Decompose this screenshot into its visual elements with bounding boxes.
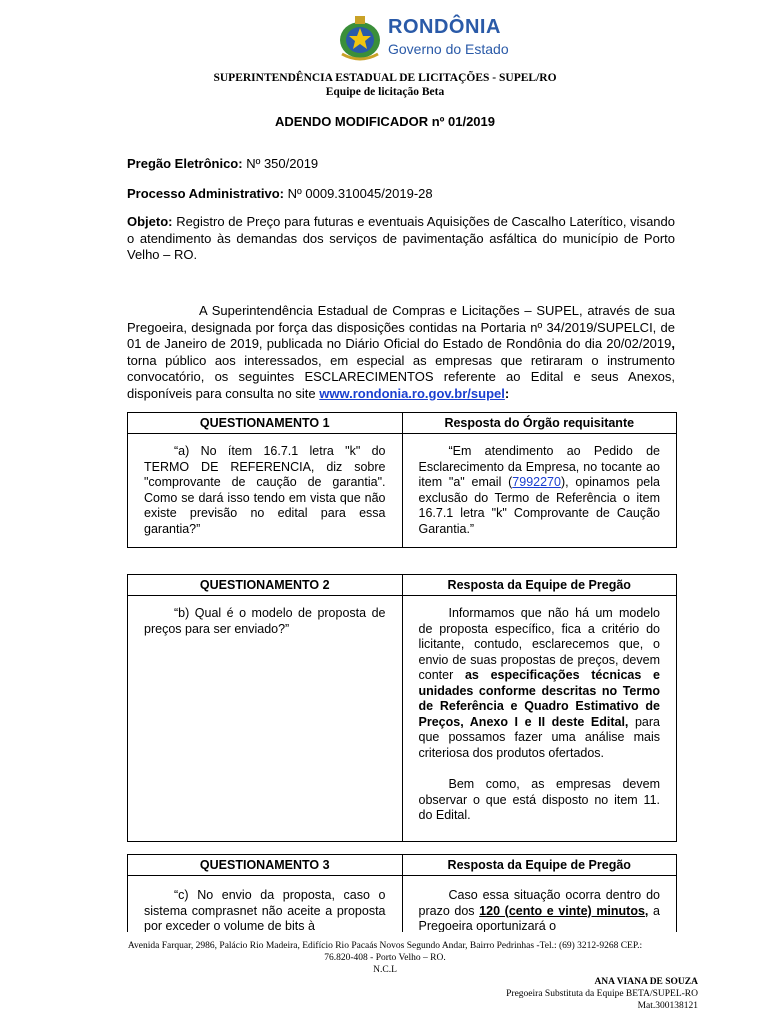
- intro-end: :: [504, 385, 510, 401]
- pregao-label: Pregão Eletrônico:: [127, 156, 243, 171]
- q1-header-answer: Resposta do Órgão requisitante: [444, 416, 635, 430]
- q3-answer-underlined: 120 (cento e vinte) minutos,: [479, 903, 649, 918]
- footer-cep: 76.820-408 - Porto Velho – RO.: [324, 953, 446, 963]
- q2-answer-cell: [403, 596, 677, 842]
- q3-answer-text: [419, 888, 661, 932]
- intro-paragraph: [127, 303, 675, 402]
- q1-question-cell: [128, 434, 403, 548]
- q2-answer-bold: as especificações técnicas e unidades conforme descritas no Termo de Referência e Quadro Estimativo de Preços, Anexo I e II deste Edital,: [418, 668, 660, 729]
- supel-site-link[interactable]: www.rondonia.ro.gov.br/supel: [319, 385, 505, 401]
- q3-question-text: “c) No envio da proposta, caso o sistema comprasnet não aceite a proposta por exceder o volume de bits à: [144, 888, 386, 932]
- intro-comma: ,: [671, 336, 675, 351]
- q2-answer-p2: Bem como, as empresas devem observar o que está disposto no item 11. do Edital.: [418, 777, 660, 822]
- intro-text-2: torna público aos interessados, em especial as empresas que retiraram o instrumento convocatório, os seguintes ESCLARECIMENTOS referente ao Edital e seus Anexos, disponíveis para consulta no site: [127, 352, 675, 401]
- signature-mat: Mat.300138121: [637, 1001, 698, 1011]
- state-logo: [336, 14, 536, 62]
- processo-label: Processo Administrativo:: [127, 186, 285, 201]
- question-table-1-body: [128, 434, 676, 548]
- q1-answer-text: [419, 444, 661, 537]
- processo-value: Nº 0009.310045/2019-28: [284, 186, 433, 201]
- q3-answer-part-a: Caso essa situação ocorra dentro do prazo dos: [418, 888, 660, 918]
- coat-of-arms-icon: [336, 14, 384, 62]
- footer-ncl: N.C.L: [373, 965, 397, 975]
- q1-answer-part-a: “Em atendimento ao Pedido de Esclarecimento da Empresa, no tocante ao item "a" email (: [418, 444, 660, 489]
- signature-role: Pregoeira Substituta da Equipe BETA/SUPEL-RO: [506, 989, 698, 999]
- objeto-paragraph: [127, 214, 675, 264]
- q2-answer-part-a: Informamos que não há um modelo de proposta específico, fica a critério do licitante, contudo, esclarecemos que, o envio de suas propostas de preços, devem conter: [418, 606, 660, 682]
- q1-answer-part-b: ), opinamos pela exclusão do Termo de Referência o item 16.7.1 letra "k" Comprovante de Caução Garantia.”: [418, 475, 660, 536]
- intro-text: A Superintendência Estadual de Compras e Licitações – SUPEL, através de sua Pregoeira, designada por força das disposições contidas na Portaria nº 34/2019/SUPELCI, de 01 de Janeiro de 2019, publicada no Diário Oficial do Estado de Rondônia do dia 20/02/2019: [127, 303, 675, 351]
- question-table-2-header: [128, 575, 676, 596]
- objeto-value: Registro de Preço para futuras e eventuais Aquisições de Cascalho Laterítico, visando o atendimento às demandas dos serviços de pavimentação asfáltica do município de Porto Velho – RO.: [127, 214, 675, 262]
- question-table-3: [127, 854, 677, 932]
- processo-line: [127, 186, 675, 201]
- question-table-2-body: [128, 596, 676, 842]
- logo-subtitle: Governo do Estado: [388, 41, 509, 57]
- q2-header-question: QUESTIONAMENTO 2: [128, 575, 403, 595]
- q3-question-cell: [128, 876, 403, 932]
- q1-email-link[interactable]: 7992270: [512, 475, 561, 489]
- question-table-3-body: [128, 876, 676, 932]
- q2-question-text: “b) Qual é o modelo de proposta de preços para ser enviado?”: [144, 606, 386, 636]
- logo-title: RONDÔNIA: [388, 16, 501, 38]
- question-table-2: [127, 574, 677, 842]
- q2-header-answer: Resposta da Equipe de Pregão: [447, 578, 631, 592]
- signature-name: ANA VIANA DE SOUZA: [594, 977, 698, 987]
- pregao-value: Nº 350/2019: [242, 156, 319, 171]
- q3-answer-cell: [403, 876, 677, 932]
- question-table-1: [127, 412, 677, 548]
- header-team: Equipe de licitação Beta: [325, 86, 445, 98]
- q3-header-question: QUESTIONAMENTO 3: [128, 855, 403, 875]
- q1-header-question: QUESTIONAMENTO 1: [128, 413, 403, 433]
- objeto-label: Objeto:: [127, 214, 173, 229]
- q1-answer-cell: [403, 434, 677, 548]
- header-agency: SUPERINTENDÊNCIA ESTADUAL DE LICITAÇÕES - SUPEL/RO: [213, 72, 557, 84]
- footer-address: Avenida Farquar, 2986, Palácio Rio Madeira, Edifício Rio Pacaás Novos Segundo Andar, Bairro Pedrinhas -Tel.: (69) 3212-9268 CEP.:: [127, 941, 643, 951]
- q2-question-cell: [128, 596, 403, 842]
- q3-answer-part-b: a Pregoeira oportunizará o: [418, 903, 660, 932]
- q1-question-text: “a) No ítem 16.7.1 letra "k" do TERMO DE REFERENCIA, diz sobre "comprovante de caução de garantia". Como se dará isso tendo em vista que não existe previsão no edital para essa garantia?”: [144, 444, 386, 536]
- pregao-line: [127, 156, 675, 171]
- q2-answer-p1: [419, 606, 661, 761]
- question-table-1-header: [128, 413, 676, 434]
- question-table-3-header: [128, 855, 676, 876]
- q3-header-answer: Resposta da Equipe de Pregão: [447, 858, 631, 872]
- q2-answer-part-b: para que possamos fazer uma análise mais criteriosa dos produtos ofertados.: [418, 714, 660, 760]
- document-title: ADENDO MODIFICADOR nº 01/2019: [274, 114, 495, 129]
